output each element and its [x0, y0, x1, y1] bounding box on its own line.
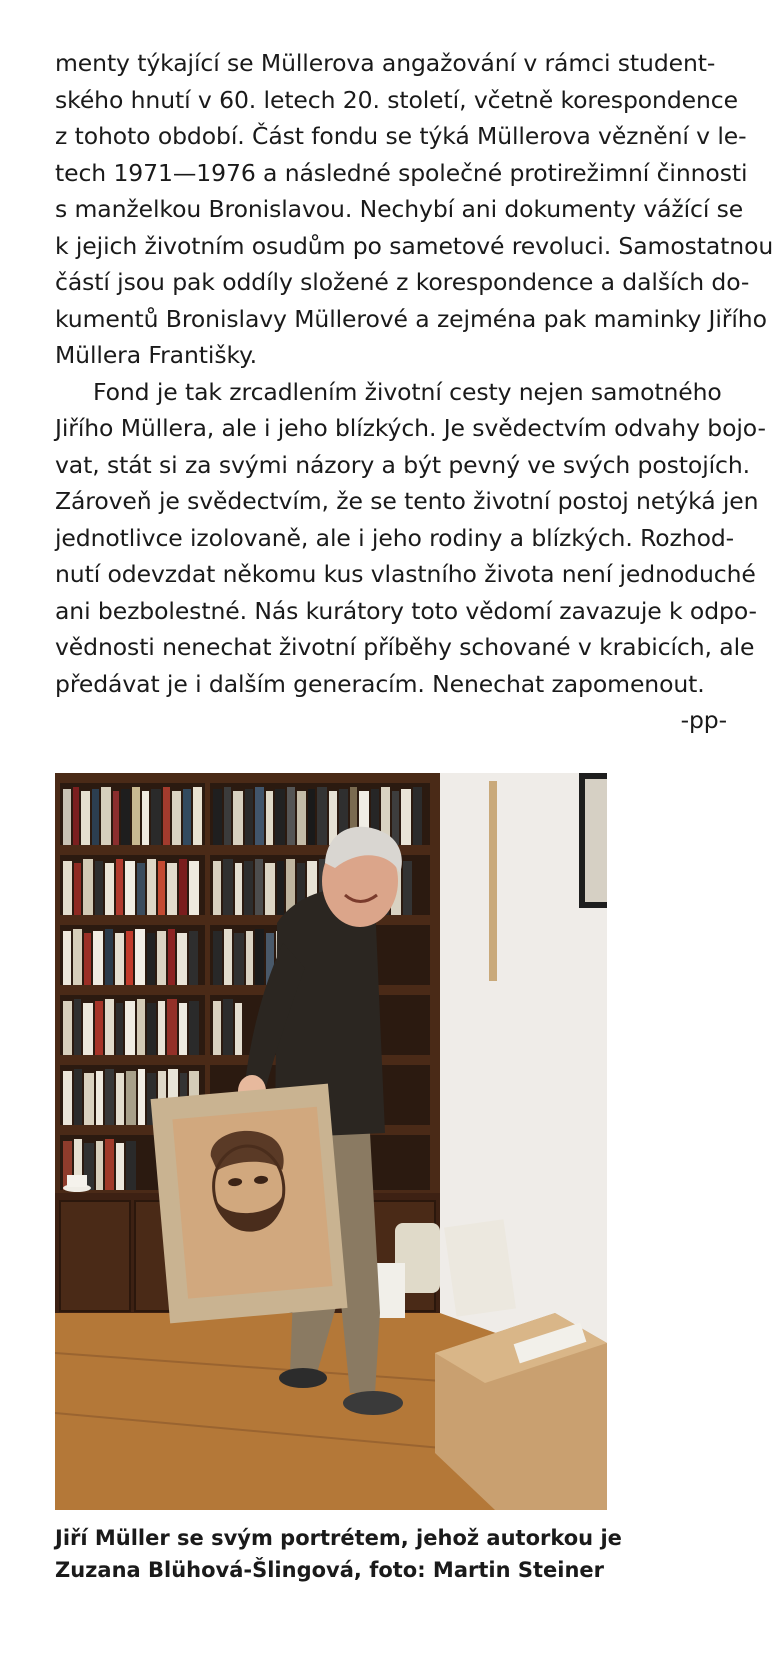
paragraph-line: nutí odevzdat někomu kus vlastního života není jednoduché — [55, 560, 756, 588]
paragraph-line: Zároveň je svědectvím, že se tento životní postoj netýká jen — [55, 487, 759, 515]
paragraph-line: vat, stát si za svými názory a být pevný ve svých postojích. — [55, 450, 751, 479]
paragraph-line: z tohoto období. Část fondu se týká Müllerova věznění v le- — [55, 122, 747, 150]
author-signature: -pp- — [680, 706, 727, 734]
paragraph-line: předávat je i dalším generacím. Nenechat zapomenout. — [55, 669, 705, 698]
paragraph-line: ani bezbolestné. Nás kurátory toto vědomí zavazuje k odpo- — [55, 596, 757, 625]
paragraph-line: k jejich životním osudům po sametové revoluci. Samostatnou — [55, 231, 774, 260]
paragraph-line: kumentů Bronislavy Müllerové a zejména pak maminky Jiřího — [55, 304, 767, 333]
paragraph-line: Müllera Františky. — [55, 341, 257, 369]
caption-line: Jiří Müller se svým portrétem, jehož autorkou je — [55, 1526, 622, 1550]
paragraph-line: Fond je tak zrcadlením životní cesty nejen samotného — [93, 377, 722, 406]
paragraph-line: jednotlivce izolovaně, ale i jeho rodiny a blízkých. Rozhod- — [55, 523, 735, 552]
paragraph-line: Jiřího Müllera, ale i jeho blízkých. Je svědectvím odvahy bojo- — [55, 414, 766, 442]
photo-illustration — [55, 773, 607, 1510]
paragraph-line: s manželkou Bronislavou. Nechybí ani dokumenty vážící se — [55, 195, 744, 223]
article-photo — [55, 773, 607, 1510]
paragraph-line: menty týkající se Müllerova angažování v rámci student- — [55, 49, 716, 77]
paragraph-line: vědnosti nenechat životní příběhy schované v krabicích, ale — [55, 633, 755, 661]
paragraph-line: tech 1971—1976 a následné společné protirežimní činnosti — [55, 158, 748, 187]
paragraph-line: částí jsou pak oddíly složené z korespondence a dalších do- — [55, 268, 750, 296]
caption-line: Zuzana Blühová-Šlingová, foto: Martin Steiner — [55, 1558, 605, 1582]
photo-caption — [55, 1522, 675, 1586]
article-text — [55, 45, 774, 739]
paragraph-line: ského hnutí v 60. letech 20. století, včetně korespondence — [55, 85, 738, 114]
